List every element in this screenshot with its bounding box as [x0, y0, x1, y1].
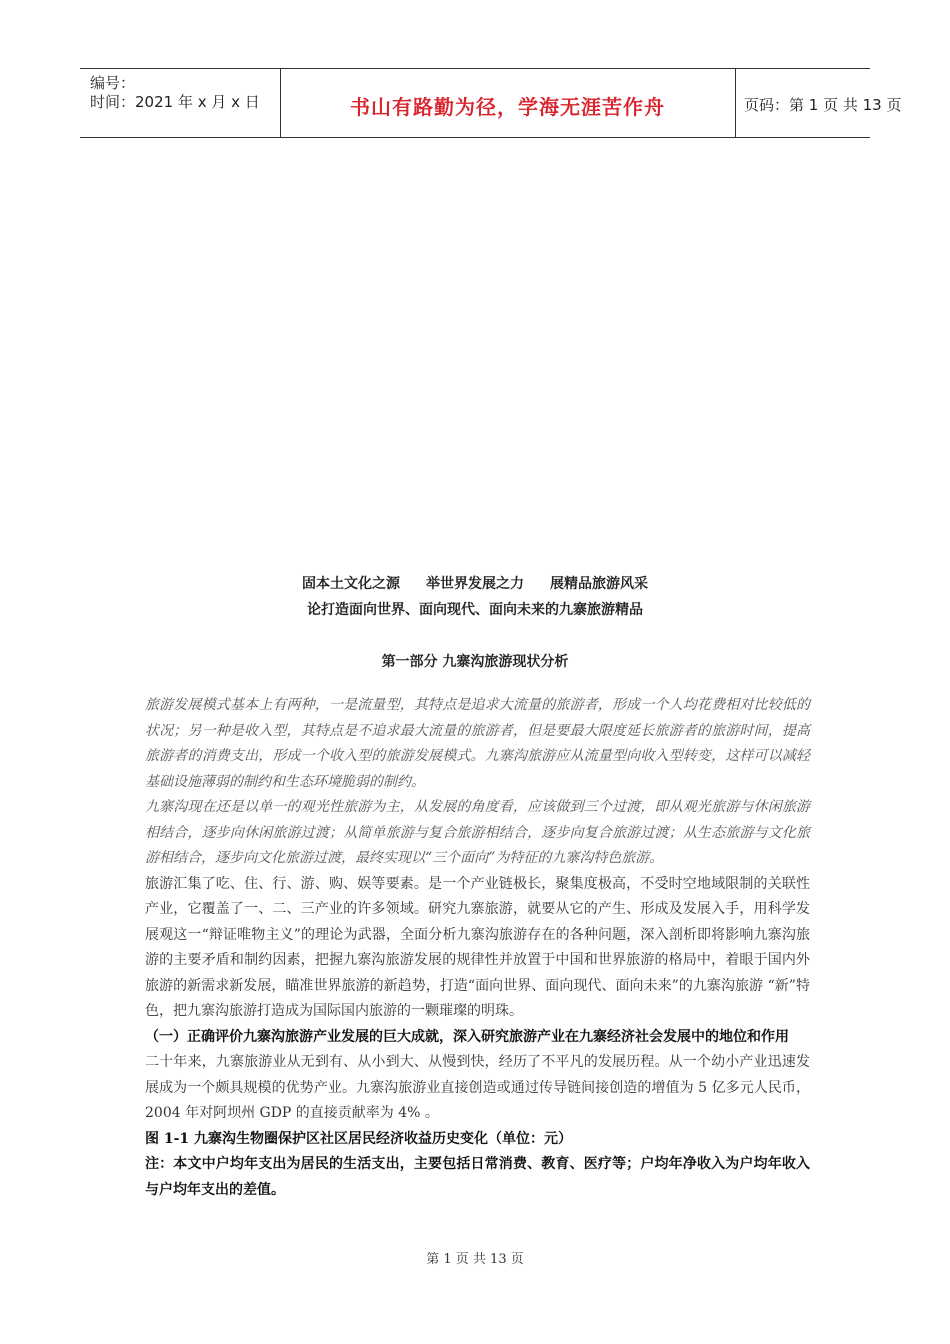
page-header — [80, 68, 902, 138]
figure-note: 注：本文中户均年支出为居民的生活支出，主要包括日常消费、教育、医疗等；户均年净收入为户均年收入与户均年支出的差值。 — [145, 1156, 810, 1198]
document-number-label: 编号： — [90, 74, 136, 92]
page-footer: 第 1 页 共 13 页 — [426, 1252, 524, 1267]
main-title-line-2: 论打造面向世界、面向现代、面向未来的九寨旅游精品 — [307, 602, 643, 618]
title-phrase-2: 举世界发展之力 — [426, 576, 524, 592]
subsection-heading-1: （一）正确评价九寨沟旅游产业发展的巨大成就，深入研究旅游产业在九寨经济社会发展中的地位和作用 — [145, 1028, 789, 1045]
paragraph-three-transitions: 九寨沟现在还是以单一的观光性旅游为主，从发展的角度看，应该做到三个过渡，即从观光旅游与休闲旅游相结合，逐步向休闲旅游过渡；从简单旅游与复合旅游相结合，逐步向复合旅游过渡；从生态旅游与文化旅游相结合，逐步向文化旅游过渡，最终实现以“三个面向”为特征的九寨沟特色旅游。 — [145, 799, 810, 866]
title-phrase-1: 固本土文化之源 — [302, 576, 400, 592]
title-phrase-3: 展精品旅游风采 — [550, 576, 648, 592]
document-body — [145, 693, 810, 1203]
header-meta-cell — [80, 69, 281, 137]
header-page-info: 页码：第 1 页 共 13 页 — [744, 96, 902, 114]
paragraph-twenty-years: 二十年来，九寨旅游业从无到有、从小到大、从慢到快，经历了不平凡的发展历程。从一个幼小产业迅速发展成为一个颇具规模的优势产业。九寨沟旅游业直接创造或通过传导链间接创造的增值为 5 亿多元人民币，2004 年对阿坝州 GDP 的直接贡献率为 4% 。 — [145, 1054, 810, 1121]
document-time-label: 时间：2021 年 x 月 x 日 — [90, 93, 260, 111]
main-title-line-1 — [0, 573, 950, 593]
header-motto-cell — [280, 69, 736, 137]
paragraph-development-models: 旅游发展模式基本上有两种，一是流量型，其特点是追求大流量的旅游者，形成一个人均花费相对比较低的状况；另一种是收入型，其特点是不追求最大流量的旅游者，但是要最大限度延长旅游者的旅游时间，提高旅游者的消费支出，形成一个收入型的旅游发展模式。九寨沟旅游应从流量型向收入型转变，这样可以减轻基础设施薄弱的制约和生态环境脆弱的制约。 — [145, 697, 810, 790]
figure-caption: 图 1-1 九寨沟生物圈保护区社区居民经济收益历史变化（单位：元） — [145, 1130, 573, 1147]
paragraph-tourism-elements: 旅游汇集了吃、住、行、游、购、娱等要素。是一个产业链极长，聚集度极高，不受时空地域限制的关联性产业，它覆盖了一、二、三产业的许多领域。研究九寨旅游，就要从它的产生、形成及发展入手，用科学发展观这一“辩证唯物主义”的理论为武器，全面分析九寨沟旅游存在的各种问题，深入剖析即将影响九寨沟旅游的主要矛盾和制约因素，把握九寨沟旅游发展的规律性并放置于中国和世界旅游的格局中，着眼于国内外旅游的新需求新发展，瞄准世界旅游的新趋势，打造“面向世界、面向现代、面向未来”的九寨沟旅游 “新”特色，把九寨沟旅游打造成为国际国内旅游的一颗璀璨的明珠。 — [145, 875, 810, 1019]
section-heading: 第一部分 九寨沟旅游现状分析 — [381, 654, 569, 670]
header-page-cell — [736, 69, 902, 137]
header-motto: 书山有路勤为径，学海无涯苦作舟 — [350, 95, 665, 119]
